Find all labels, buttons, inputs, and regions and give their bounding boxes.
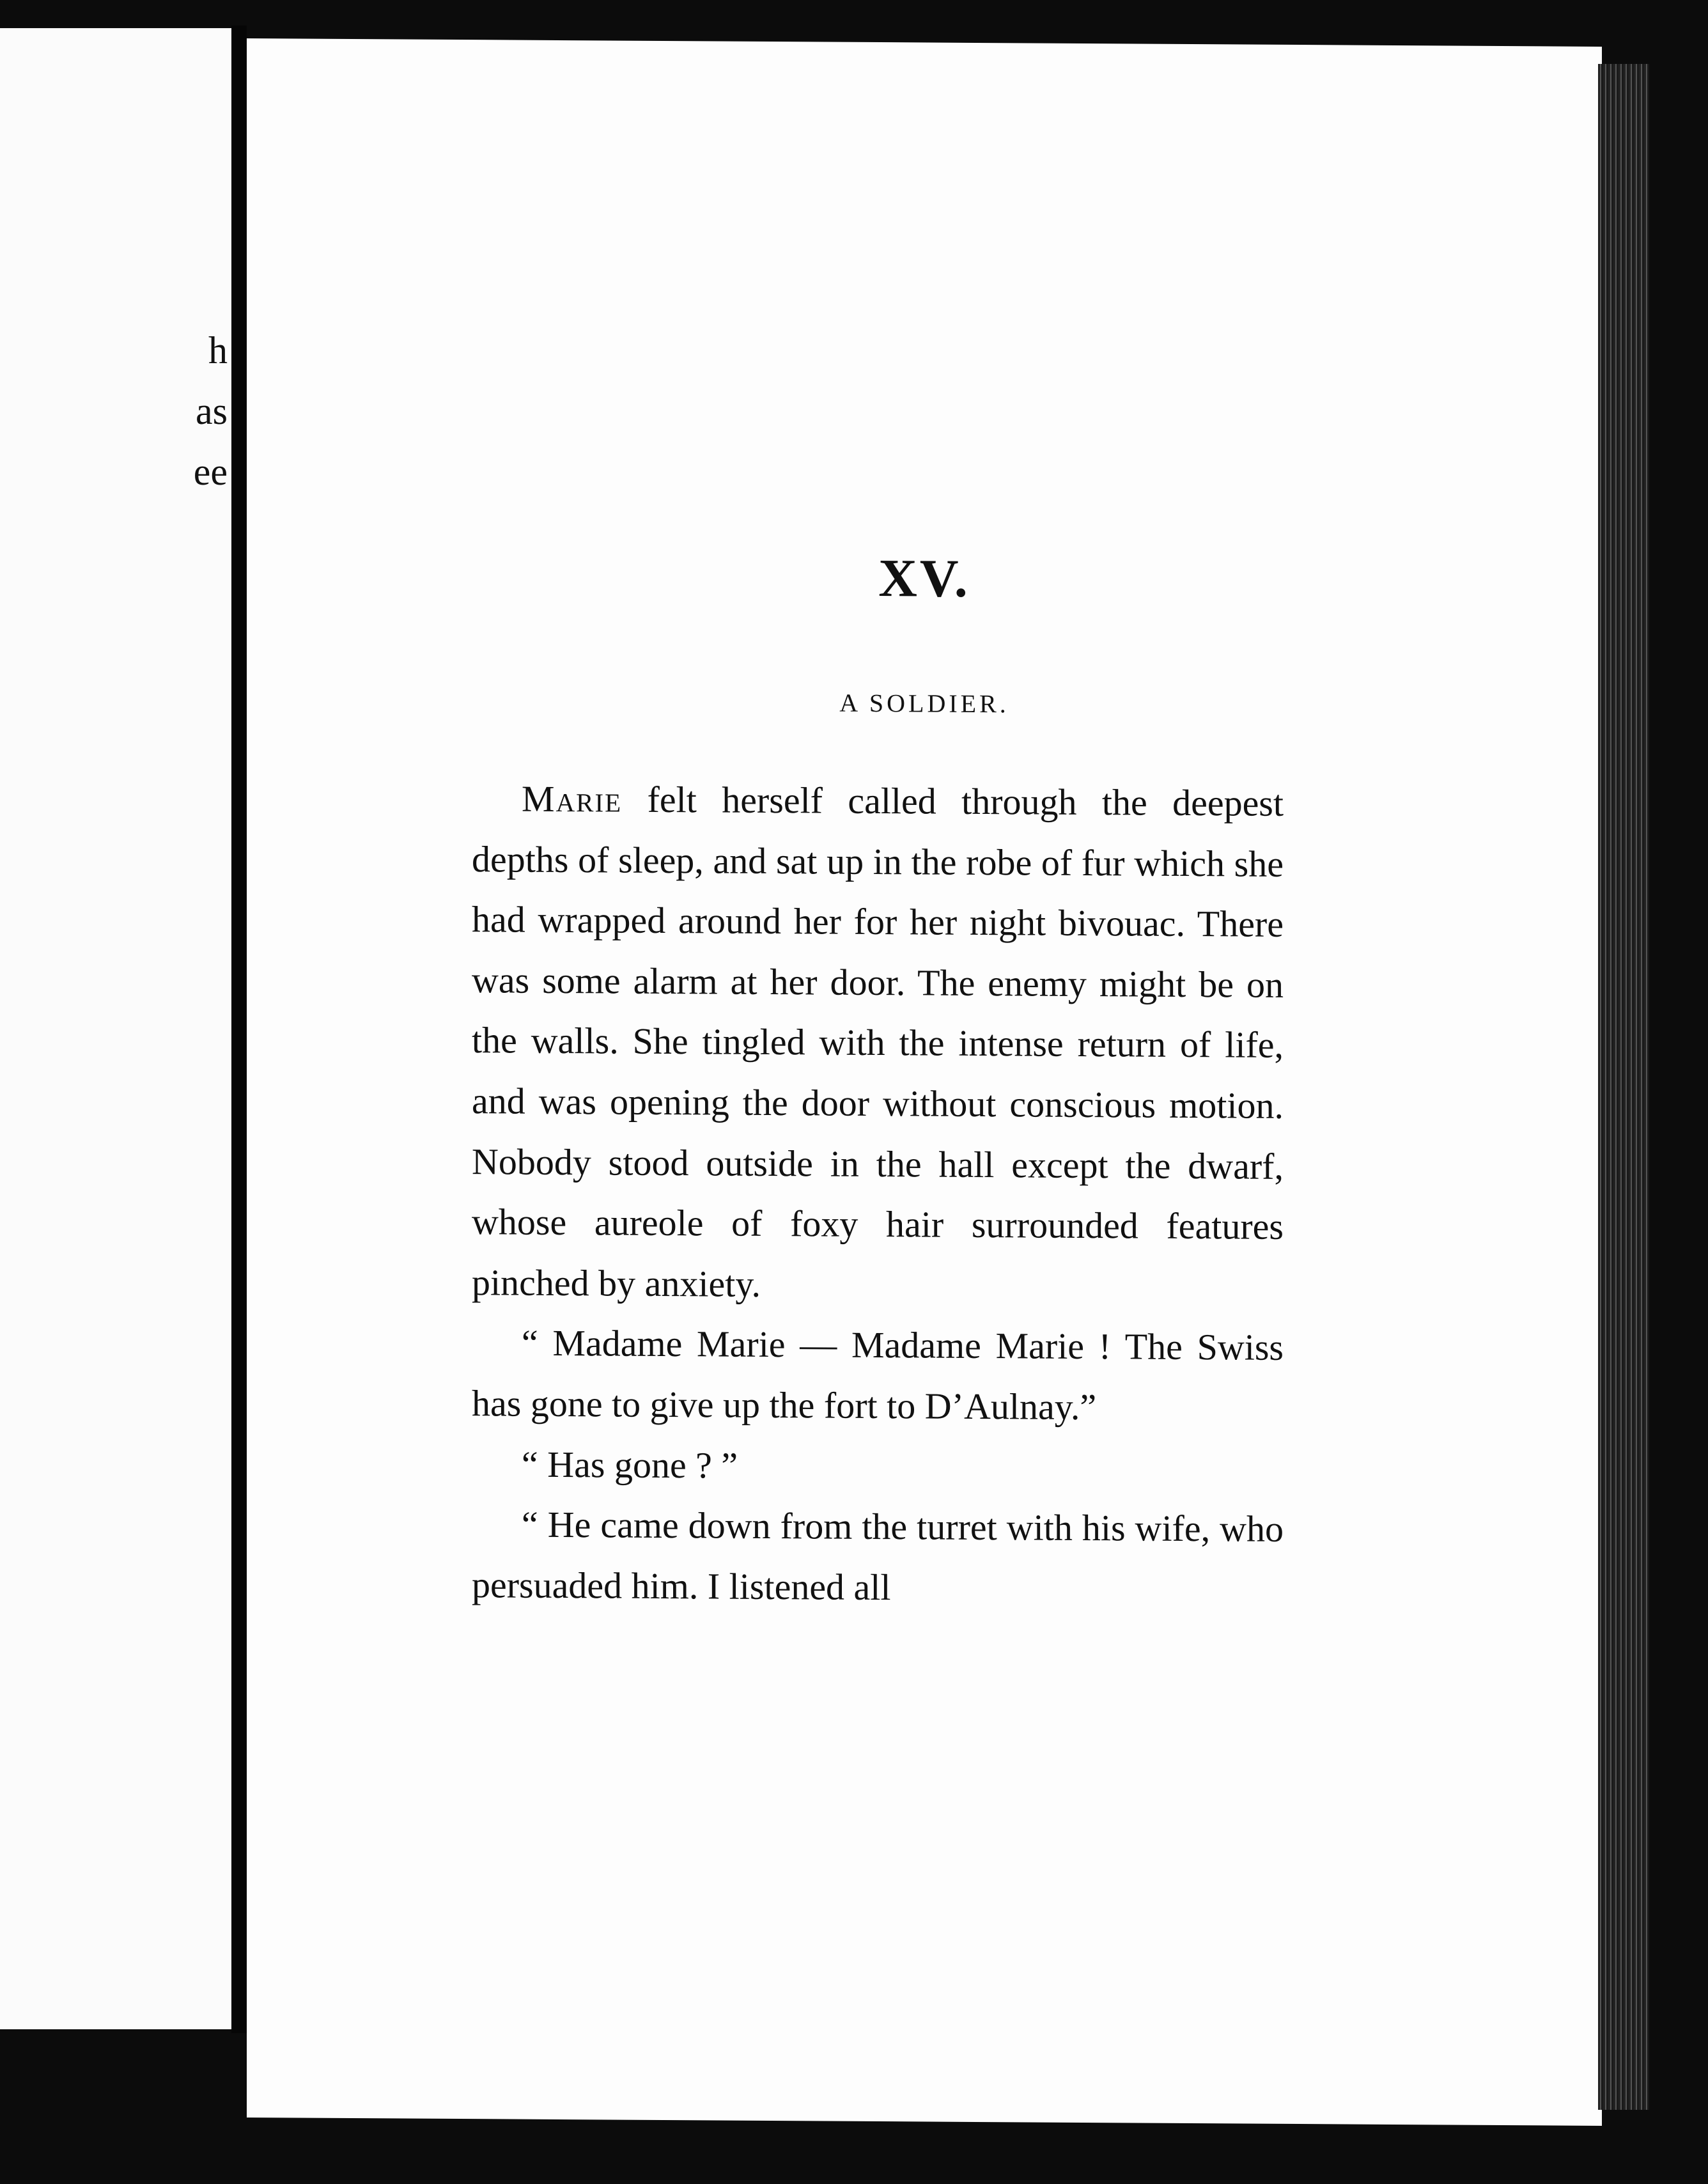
paragraph: “ Has gone ? ” [522, 1443, 738, 1486]
left-page-fragment: as [196, 390, 228, 432]
left-page [0, 28, 231, 2029]
paragraph-text: felt herself called through the deepest depths of sleep, and sat up in the robe of fur which she had wrapped around her for her night bivouac. There was some alarm at her door. The enemy might be on the walls. She tingled with the intense return of life, and was opening the door without conscious motion. Nobody stood outside in the hall except the dwarf, whose aureole of foxy hair surrounded features pinched by anxiety. [472, 778, 1284, 1305]
right-page [247, 38, 1602, 2126]
paragraph: “ Madame Marie — Madame Marie ! The Swiss has gone to give up the fort to D’Aulnay.” [472, 1322, 1284, 1428]
chapter-title: A SOLDIER. [839, 688, 1009, 719]
paragraph [472, 768, 1284, 1318]
chapter-number: XV. [878, 549, 970, 609]
body-text [472, 768, 1284, 1620]
left-page-fragment: h [208, 329, 228, 371]
left-page-fragment: ee [193, 451, 228, 493]
page-edges [1598, 64, 1649, 2110]
paragraph: “ He came down from the turret with his wife, who persuaded him. I listened all [472, 1503, 1284, 1608]
book-gutter [231, 26, 247, 2033]
paragraph-lead-word: Marie [522, 777, 623, 820]
